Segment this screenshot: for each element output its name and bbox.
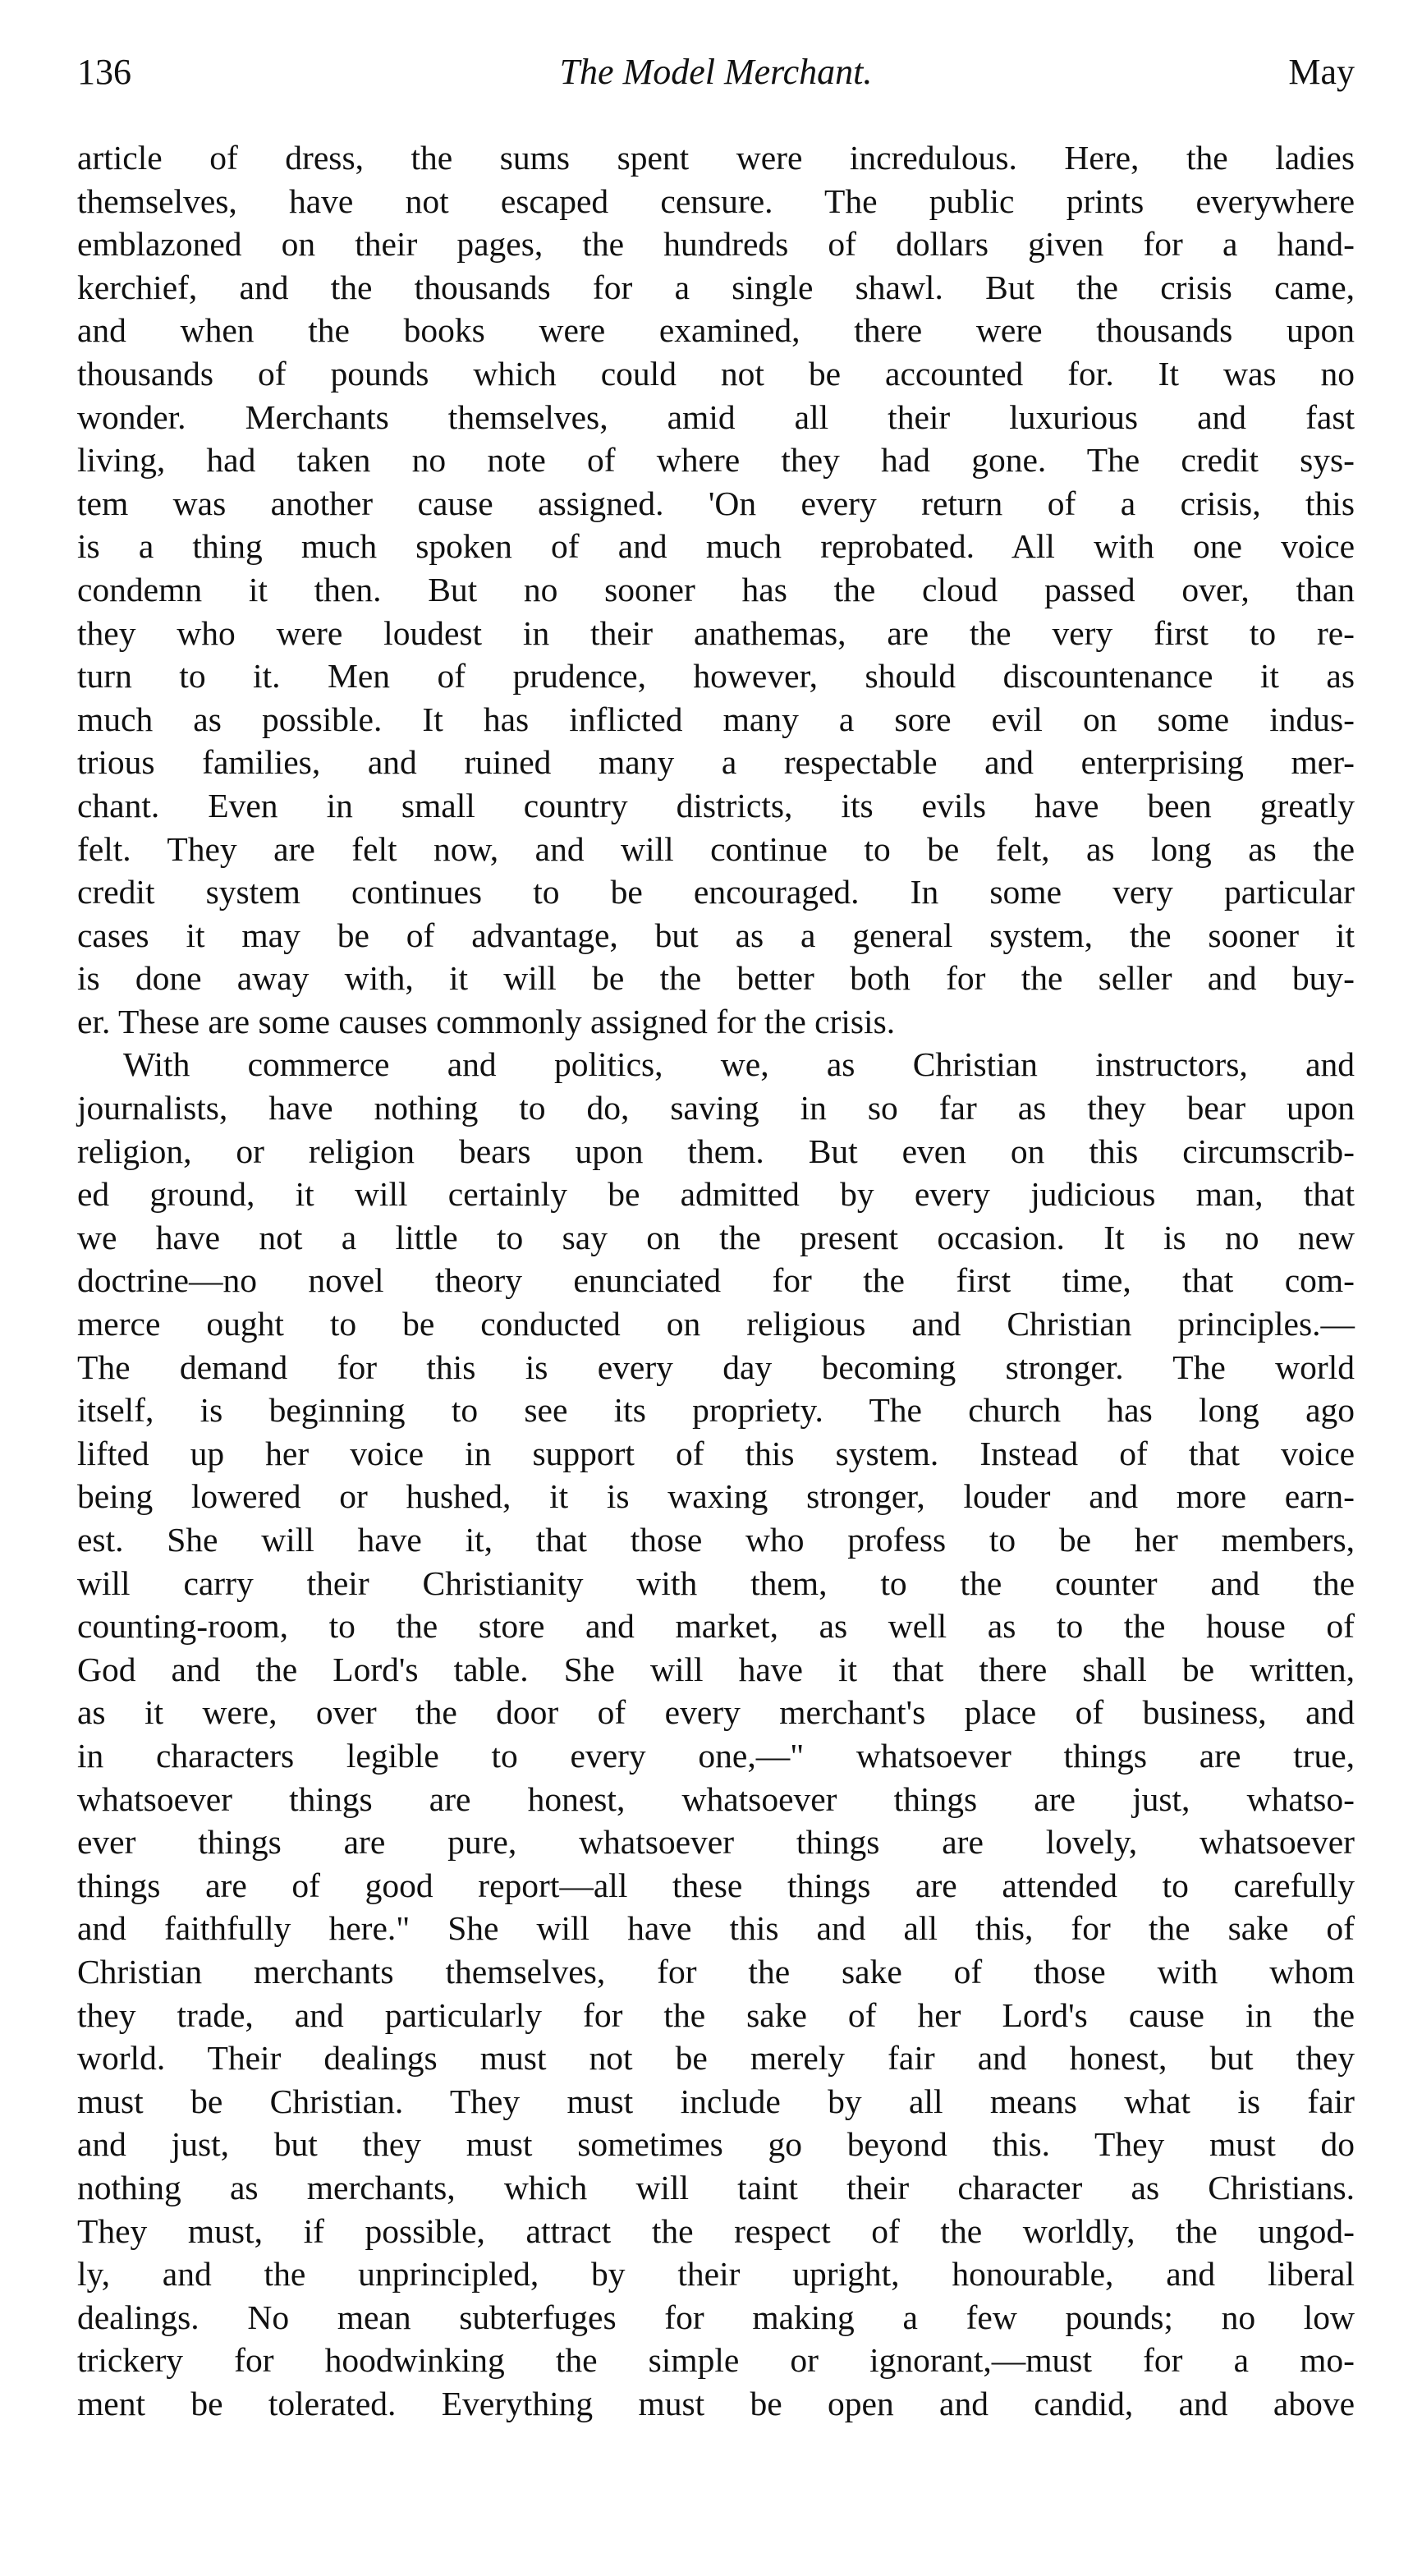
text-line: ment be tolerated. Everything must be open and candid, and above	[77, 2384, 1355, 2422]
text-line: nothing as merchants, which will taint their character as Christians.	[77, 2168, 1355, 2206]
text-line: must be Christian. They must include by all means what is fair	[77, 2082, 1355, 2120]
running-month: May	[1288, 52, 1355, 92]
text-line: cases it may be of advantage, but as a general system, the sooner it	[77, 916, 1355, 954]
body-text	[77, 136, 1355, 2425]
text-line: credit system continues to be encouraged. In some very particular	[77, 873, 1355, 911]
paragraph-end-line: er. These are some causes commonly assigned for the crisis.	[77, 1002, 896, 1040]
text-line: article of dress, the sums spent were incredulous. Here, the ladies	[77, 139, 1355, 177]
text-line: lifted up her voice in support of this system. Instead of that voice	[77, 1434, 1355, 1472]
text-line: they who were loudest in their anathemas, are the very first to re-	[77, 613, 1355, 652]
text-line: whatsoever things are honest, whatsoever things are just, whatso-	[77, 1779, 1355, 1818]
text-line: religion, or religion bears upon them. But even on this circumscrib-	[77, 1132, 1355, 1170]
text-line: they trade, and particularly for the sake of her Lord's cause in the	[77, 1995, 1355, 2034]
text-line: wonder. Merchants themselves, amid all their luxurious and fast	[77, 397, 1355, 436]
text-line: itself, is beginning to see its propriety. The church has long ago	[77, 1391, 1355, 1430]
text-line: emblazoned on their pages, the hundreds of dollars given for a hand-	[77, 225, 1355, 264]
running-title: The Model Merchant.	[559, 52, 873, 92]
text-line: ed ground, it will certainly be admitted by every judicious man, that	[77, 1175, 1355, 1214]
text-line: and when the books were examined, there were thousands upon	[77, 311, 1355, 350]
text-line: living, had taken no note of where they had gone. The credit sys-	[77, 441, 1355, 480]
text-line: being lowered or hushed, it is waxing stronger, louder and more earn-	[77, 1477, 1355, 1516]
text-line: trious families, and ruined many a respectable and enterprising mer-	[77, 743, 1355, 782]
text-line: turn to it. Men of prudence, however, should discountenance it as	[77, 657, 1355, 696]
text-line: journalists, have nothing to do, saving in so far as they bear upon	[77, 1089, 1355, 1127]
text-line: themselves, have not escaped censure. The public prints everywhere	[77, 181, 1355, 220]
text-line: doctrine—no novel theory enunciated for the first time, that com-	[77, 1261, 1355, 1300]
paragraph-start-line: With commerce and politics, we, as Christian instructors, and	[123, 1045, 1355, 1084]
text-line: felt. They are felt now, and will continue to be felt, as long as the	[77, 829, 1355, 868]
text-line: condemn it then. But no sooner has the cloud passed over, than	[77, 570, 1355, 608]
text-line: much as possible. It has inflicted many a sore evil on some indus-	[77, 700, 1355, 738]
text-line: God and the Lord's table. She will have it that there shall be written,	[77, 1650, 1355, 1688]
text-line: The demand for this is every day becoming stronger. The world	[77, 1348, 1355, 1386]
text-line: chant. Even in small country districts, its evils have been greatly	[77, 786, 1355, 824]
text-line: world. Their dealings must not be merely fair and honest, but they	[77, 2039, 1355, 2078]
text-line: we have not a little to say on the present occasion. It is no new	[77, 1218, 1355, 1256]
text-line: things are of good report—all these things are attended to carefully	[77, 1866, 1355, 1904]
text-line: and faithfully here." She will have this and all this, for the sake of	[77, 1909, 1355, 1948]
text-line: merce ought to be conducted on religious and Christian principles.—	[77, 1305, 1355, 1343]
text-line: is done away with, it will be the better both for the seller and buy-	[77, 959, 1355, 998]
text-line: will carry their Christianity with them, to the counter and the	[77, 1564, 1355, 1602]
text-line: ly, and the unprincipled, by their upright, honourable, and liberal	[77, 2255, 1355, 2294]
text-line: Christian merchants themselves, for the sake of those with whom	[77, 1952, 1355, 1991]
book-page	[77, 46, 1355, 2425]
text-line: tem was another cause assigned. 'On every return of a crisis, this	[77, 484, 1355, 522]
page-number: 136	[77, 52, 131, 92]
text-line: counting-room, to the store and market, as well as to the house of	[77, 1607, 1355, 1646]
text-line: trickery for hoodwinking the simple or ignorant,—must for a mo-	[77, 2341, 1355, 2380]
text-line: thousands of pounds which could not be accounted for. It was no	[77, 354, 1355, 393]
text-line: dealings. No mean subterfuges for making a few pounds; no low	[77, 2298, 1355, 2336]
text-line: and just, but they must sometimes go beyond this. They must do	[77, 2125, 1355, 2164]
text-line: is a thing much spoken of and much reprobated. All with one voice	[77, 527, 1355, 566]
text-line: kerchief, and the thousands for a single shawl. But the crisis came,	[77, 268, 1355, 306]
running-head	[77, 46, 1355, 99]
text-line: They must, if possible, attract the respect of the worldly, the ungod-	[77, 2211, 1355, 2250]
text-line: ever things are pure, whatsoever things are lovely, whatsoever	[77, 1823, 1355, 1862]
text-line: as it were, over the door of every merchant's place of business, and	[77, 1693, 1355, 1732]
text-line: est. She will have it, that those who profess to be her members,	[77, 1521, 1355, 1559]
text-line: in characters legible to every one,—" whatsoever things are true,	[77, 1736, 1355, 1775]
